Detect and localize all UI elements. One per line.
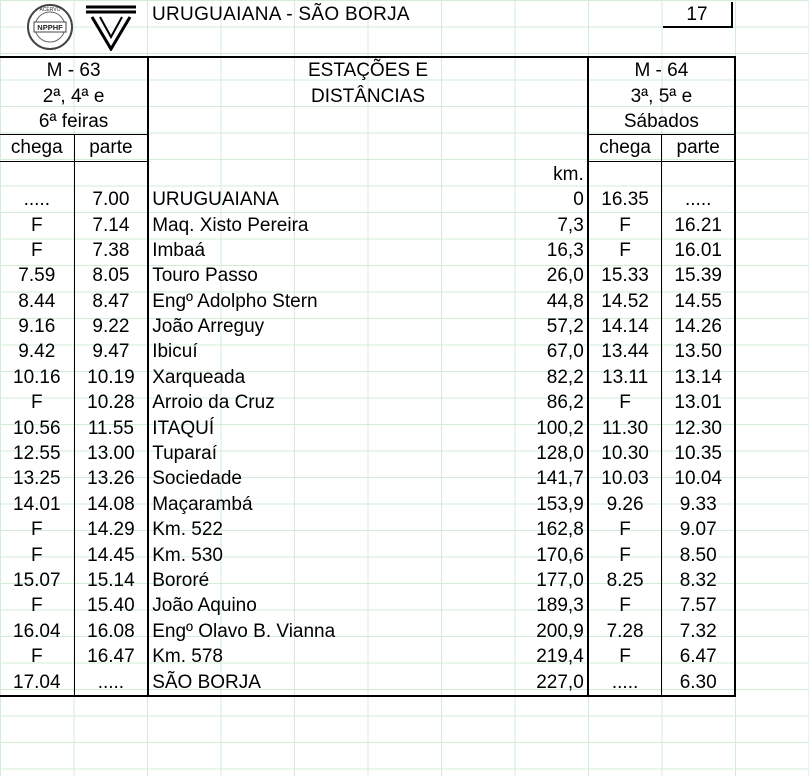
m64-parte-cell: 6.47 bbox=[662, 644, 735, 669]
timetable bbox=[0, 56, 736, 697]
m64-chega-cell: ..... bbox=[588, 669, 662, 695]
m64-parte-cell: 13.14 bbox=[662, 365, 735, 390]
m63-chega-cell: 15.07 bbox=[13, 570, 61, 591]
m63-chega-cell: F bbox=[30, 239, 43, 261]
m63-parte-cell: 14.08 bbox=[74, 492, 148, 517]
m63-parte-cell: 8.05 bbox=[74, 263, 148, 288]
km-cell: 177,0 bbox=[536, 570, 584, 591]
m64-parte-cell: 14.55 bbox=[662, 289, 735, 314]
m64-parte-cell: 8.50 bbox=[662, 542, 735, 567]
header-row-days-2 bbox=[0, 109, 735, 135]
station-name-cell: João Aquino bbox=[148, 593, 514, 618]
m63-parte-cell: 13.26 bbox=[74, 466, 148, 491]
km-header: km. bbox=[553, 163, 584, 185]
m63-chega-cell: 16.04 bbox=[13, 620, 61, 642]
table-row bbox=[0, 289, 735, 314]
left-parte-header: parte bbox=[74, 135, 148, 161]
table-row bbox=[0, 619, 735, 644]
km-cell: 86,2 bbox=[546, 392, 584, 414]
left-train-label: M - 63 bbox=[0, 57, 148, 83]
station-name-cell: Maq. Xisto Pereira bbox=[148, 212, 514, 237]
page-number: 17 bbox=[663, 2, 733, 28]
km-cell: 200,9 bbox=[536, 620, 584, 642]
station-name-cell: SÃO BORJA bbox=[148, 669, 514, 695]
m63-chega-cell: 17.04 bbox=[0, 669, 74, 695]
m64-parte-cell: 9.07 bbox=[662, 517, 735, 542]
km-cell: 128,0 bbox=[536, 443, 584, 465]
station-name-cell: Sociedade bbox=[148, 466, 514, 491]
station-name-cell: Km. 522 bbox=[148, 517, 514, 542]
header-row-km bbox=[0, 161, 735, 187]
km-cell: 26,0 bbox=[546, 265, 584, 287]
m64-chega-cell: 14.52 bbox=[588, 289, 662, 314]
m63-parte-cell: 8.47 bbox=[74, 289, 148, 314]
m63-parte-cell: 15.40 bbox=[74, 593, 148, 618]
m64-chega-cell: F bbox=[588, 593, 662, 618]
m63-chega-cell: 8.44 bbox=[18, 290, 56, 312]
m63-parte-cell: 16.47 bbox=[74, 644, 148, 669]
m63-parte-cell: 14.29 bbox=[74, 517, 148, 542]
station-name-cell: Arroio da Cruz bbox=[148, 390, 514, 415]
m63-chega-cell: 7.59 bbox=[18, 265, 56, 287]
m64-chega-cell: 13.11 bbox=[588, 365, 662, 390]
km-cell: 100,2 bbox=[536, 417, 584, 439]
table-row bbox=[0, 669, 735, 695]
m64-chega-cell: 14.14 bbox=[588, 314, 662, 339]
station-name-cell: Engº Adolpho Stern bbox=[148, 289, 514, 314]
table-row bbox=[0, 238, 735, 263]
m63-chega-cell: 14.01 bbox=[13, 493, 61, 515]
m63-parte-cell: 9.22 bbox=[74, 314, 148, 339]
acervo-seal-logo bbox=[24, 3, 76, 51]
right-days-label-1: 3ª, 5ª e bbox=[588, 83, 735, 108]
right-days-label-2: Sábados bbox=[588, 109, 735, 135]
km-cell: 0 bbox=[573, 189, 584, 211]
m64-chega-cell: 11.30 bbox=[588, 415, 662, 440]
table-row bbox=[0, 441, 735, 466]
m64-parte-cell: ..... bbox=[662, 187, 735, 212]
table-row bbox=[0, 212, 735, 237]
km-cell: 44,8 bbox=[546, 290, 584, 312]
m63-parte-cell: 7.14 bbox=[74, 212, 148, 237]
right-parte-header: parte bbox=[662, 135, 735, 161]
table-row bbox=[0, 593, 735, 618]
m63-chega-cell: F bbox=[30, 595, 43, 617]
m63-parte-cell: 10.19 bbox=[74, 365, 148, 390]
m63-parte-cell: 7.00 bbox=[74, 187, 148, 212]
m63-chega-cell: F bbox=[30, 392, 43, 414]
table-row bbox=[0, 263, 735, 288]
right-chega-header: chega bbox=[588, 135, 662, 161]
km-cell: 67,0 bbox=[546, 341, 584, 363]
m64-chega-cell: 8.25 bbox=[588, 568, 662, 593]
table-row bbox=[0, 314, 735, 339]
logo-top-text: ACERVO bbox=[39, 7, 61, 13]
km-cell: 227,0 bbox=[515, 669, 588, 695]
m64-chega-cell: F bbox=[588, 212, 662, 237]
m63-chega-cell: 13.25 bbox=[13, 468, 61, 490]
m64-parte-cell: 15.39 bbox=[662, 263, 735, 288]
m64-parte-cell: 7.32 bbox=[662, 619, 735, 644]
station-name-cell: Xarqueada bbox=[148, 365, 514, 390]
m64-parte-cell: 13.01 bbox=[662, 390, 735, 415]
table-row bbox=[0, 365, 735, 390]
stations-heading-2: DISTÂNCIAS bbox=[148, 83, 588, 108]
m63-parte-cell: 9.47 bbox=[74, 339, 148, 364]
m63-parte-cell: 11.55 bbox=[74, 415, 148, 440]
m63-chega-cell: F bbox=[30, 544, 43, 566]
left-chega-header: chega bbox=[0, 135, 74, 161]
m64-chega-cell: F bbox=[588, 517, 662, 542]
m64-parte-cell: 14.26 bbox=[662, 314, 735, 339]
left-days-label-1: 2ª, 4ª e bbox=[42, 85, 105, 107]
m64-chega-cell: 15.33 bbox=[588, 263, 662, 288]
m63-chega-cell: 10.16 bbox=[13, 366, 61, 388]
table-row bbox=[0, 187, 735, 212]
m64-chega-cell: F bbox=[588, 542, 662, 567]
m63-parte-cell: 16.08 bbox=[74, 619, 148, 644]
station-name-cell: Bororé bbox=[148, 568, 514, 593]
m63-chega-cell: F bbox=[30, 214, 43, 236]
km-cell: 141,7 bbox=[536, 468, 584, 490]
table-row bbox=[0, 466, 735, 491]
m64-chega-cell: 10.30 bbox=[588, 441, 662, 466]
m64-parte-cell: 10.04 bbox=[662, 466, 735, 491]
station-name-cell: Tuparaí bbox=[148, 441, 514, 466]
station-name-cell: Engº Olavo B. Vianna bbox=[148, 619, 514, 644]
table-row bbox=[0, 568, 735, 593]
header-row-train bbox=[0, 57, 735, 83]
m63-parte-cell: ..... bbox=[74, 669, 148, 695]
m63-chega-cell: 10.56 bbox=[13, 417, 61, 439]
m63-parte-cell: 13.00 bbox=[74, 441, 148, 466]
table-row bbox=[0, 390, 735, 415]
m64-chega-cell: 9.26 bbox=[588, 492, 662, 517]
m64-parte-cell: 16.21 bbox=[662, 212, 735, 237]
page-header bbox=[0, 0, 809, 56]
m64-chega-cell: 7.28 bbox=[588, 619, 662, 644]
station-name-cell: URUGUAIANA bbox=[148, 187, 514, 212]
m63-chega-cell: 9.16 bbox=[18, 316, 56, 338]
table-row bbox=[0, 415, 735, 440]
station-name-cell: Ibicuí bbox=[148, 339, 514, 364]
route-title: URUGUAIANA - SÃO BORJA bbox=[152, 4, 410, 25]
station-name-cell: Km. 578 bbox=[148, 644, 514, 669]
station-name-cell: Maçarambá bbox=[148, 492, 514, 517]
right-train-label: M - 64 bbox=[588, 57, 735, 83]
m64-chega-cell: F bbox=[588, 390, 662, 415]
m63-chega-cell: 9.42 bbox=[18, 341, 56, 363]
m64-parte-cell: 13.50 bbox=[662, 339, 735, 364]
m64-chega-cell: 16.35 bbox=[588, 187, 662, 212]
m63-chega-cell: 12.55 bbox=[13, 443, 61, 465]
header-row-chega-parte bbox=[0, 135, 735, 161]
m64-parte-cell: 12.30 bbox=[662, 415, 735, 440]
m64-parte-cell: 10.35 bbox=[662, 441, 735, 466]
m64-chega-cell: F bbox=[588, 238, 662, 263]
km-cell: 170,6 bbox=[536, 544, 584, 566]
table-row bbox=[0, 517, 735, 542]
station-name-cell: Km. 530 bbox=[148, 542, 514, 567]
logo-center-text: NPPHF bbox=[37, 23, 63, 32]
m64-chega-cell: 13.44 bbox=[588, 339, 662, 364]
m64-parte-cell: 9.33 bbox=[662, 492, 735, 517]
m63-chega-cell: F bbox=[30, 519, 43, 541]
railway-v-logo bbox=[84, 3, 138, 51]
km-cell: 82,2 bbox=[546, 366, 584, 388]
m63-parte-cell: 10.28 bbox=[74, 390, 148, 415]
table-row bbox=[0, 542, 735, 567]
m64-parte-cell: 8.32 bbox=[662, 568, 735, 593]
m63-parte-cell: 7.38 bbox=[74, 238, 148, 263]
m64-parte-cell: 7.57 bbox=[662, 593, 735, 618]
table-row bbox=[0, 492, 735, 517]
station-rows bbox=[0, 187, 735, 696]
km-cell: 7,3 bbox=[557, 214, 584, 236]
km-cell: 162,8 bbox=[536, 519, 584, 541]
m64-parte-cell: 6.30 bbox=[662, 669, 735, 695]
km-cell: 57,2 bbox=[546, 316, 584, 338]
m63-parte-cell: 14.45 bbox=[74, 542, 148, 567]
km-cell: 16,3 bbox=[546, 239, 584, 261]
left-days-label-2: 6ª feiras bbox=[0, 109, 148, 135]
km-cell: 189,3 bbox=[536, 595, 584, 617]
m64-parte-cell: 16.01 bbox=[662, 238, 735, 263]
m63-chega-cell: F bbox=[30, 646, 43, 668]
header-row-days-1 bbox=[0, 83, 735, 108]
stations-heading-1: ESTAÇÕES E bbox=[148, 57, 588, 83]
km-cell: 153,9 bbox=[536, 493, 584, 515]
station-name-cell: Imbaá bbox=[148, 238, 514, 263]
m63-chega-cell: ..... bbox=[23, 189, 50, 211]
m64-chega-cell: F bbox=[588, 644, 662, 669]
table-row bbox=[0, 339, 735, 364]
station-name-cell: Touro Passo bbox=[148, 263, 514, 288]
station-name-cell: ITAQUÍ bbox=[148, 415, 514, 440]
km-cell: 219,4 bbox=[536, 646, 584, 668]
m64-chega-cell: 10.03 bbox=[588, 466, 662, 491]
table-row bbox=[0, 644, 735, 669]
station-name-cell: João Arreguy bbox=[148, 314, 514, 339]
m63-parte-cell: 15.14 bbox=[74, 568, 148, 593]
